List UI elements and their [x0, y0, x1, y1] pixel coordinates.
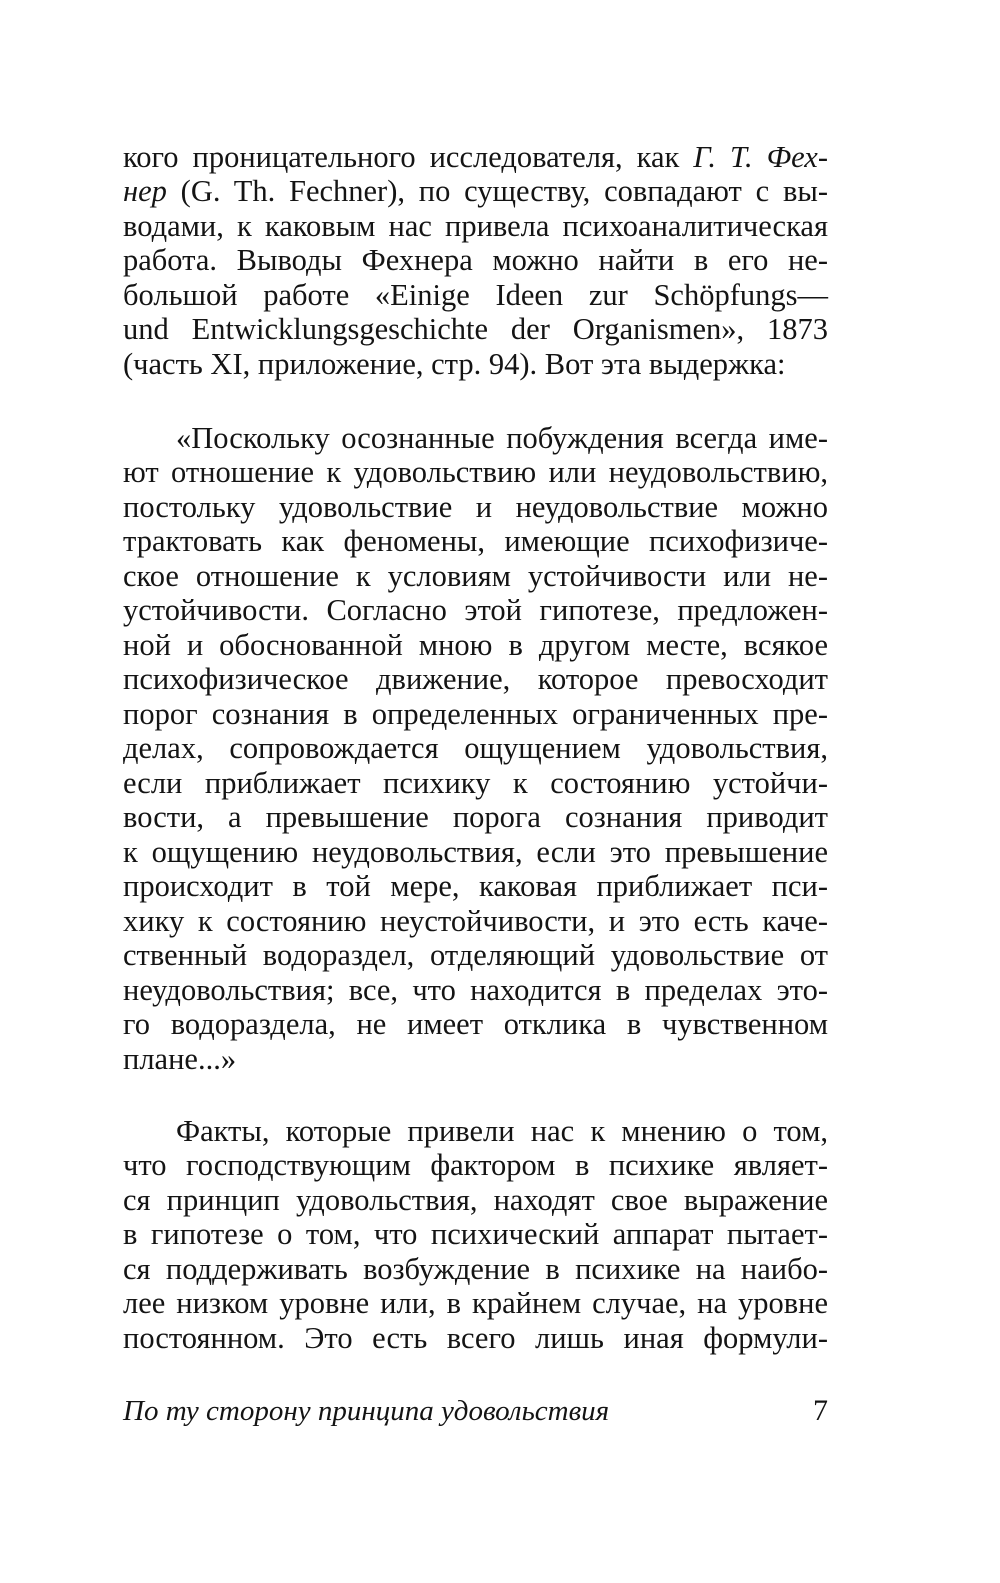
running-footer-title: По ту сторону принципа удовольствия	[123, 1395, 610, 1427]
text-line: водами, к каковым нас привела психоаналитическая	[123, 209, 828, 243]
text-segment: (G. Th. Fechner), по существу, совпадают с вы-	[166, 174, 828, 208]
quote-line: ственный водораздел, отделяющий удовольствие от	[123, 938, 828, 972]
quote-line: плане...»	[123, 1042, 237, 1076]
text-line: что господствующим фактором в психике являет-	[123, 1148, 828, 1182]
text-line: постоянном. Это есть всего лишь иная формули-	[123, 1321, 828, 1355]
text-segment: кого проницательного исследователя, как	[123, 140, 694, 174]
text-line: ся поддерживать возбуждение в психике на наибо-	[123, 1252, 828, 1286]
quote-line: хику к состоянию неустойчивости, и это есть каче-	[123, 904, 828, 938]
quote-line: вости, а превышение порога сознания приводит	[123, 800, 828, 834]
text-line: работа. Выводы Фехнера можно найти в его не-	[123, 243, 828, 277]
page-number: 7	[813, 1394, 828, 1427]
quote-line: го водораздела, не имеет отклика в чувственном	[123, 1007, 828, 1041]
quote-line: к ощущению неудовольствия, если это превышение	[123, 835, 828, 869]
quote-line: если приближает психику к состоянию устойчи-	[123, 766, 828, 800]
author-name-italic: нер	[123, 174, 167, 208]
text-line	[123, 140, 828, 174]
quote-line: «Поскольку осознанные побуждения всегда име-	[176, 421, 828, 455]
quote-line: ной и обоснованной мною в другом месте, всякое	[123, 628, 828, 662]
quote-line: порог сознания в определенных ограниченных пре-	[123, 697, 828, 731]
text-line: ся принцип удовольствия, находят свое выражение	[123, 1183, 828, 1217]
text-line: большой работе «Einige Ideen zur Schöpfungs—	[123, 278, 828, 312]
quote-line: ское отношение к условиям устойчивости или не-	[123, 559, 828, 593]
quote-line: делах, сопровождается ощущением удовольствия,	[123, 731, 828, 765]
quote-line: ют отношение к удовольствию или неудовольствию,	[123, 455, 828, 489]
quote-line: происходит в той мере, каковая приближает пси-	[123, 869, 828, 903]
text-line: und Entwicklungsgeschichte der Organismen», 1873	[123, 312, 828, 346]
text-line: в гипотезе о том, что психический аппарат пытает-	[123, 1217, 828, 1251]
quote-line: трактовать как феномены, имеющие психофизиче-	[123, 524, 828, 558]
quote-line: психофизическое движение, которое превосходит	[123, 662, 828, 696]
text-line: (часть XI, приложение, стр. 94). Вот эта выдержка:	[123, 347, 786, 381]
quote-line: неудовольствия; все, что находится в пределах это-	[123, 973, 828, 1007]
quote-line: устойчивости. Согласно этой гипотезе, предложен-	[123, 593, 828, 627]
text-line: Факты, которые привели нас к мнению о том,	[176, 1114, 828, 1148]
author-name-italic: Г. Т. Фех-	[693, 140, 828, 174]
text-line	[123, 174, 828, 208]
text-line: лее низком уровне или, в крайнем случае, на уровне	[123, 1286, 828, 1320]
quote-line: постольку удовольствие и неудовольствие можно	[123, 490, 828, 524]
